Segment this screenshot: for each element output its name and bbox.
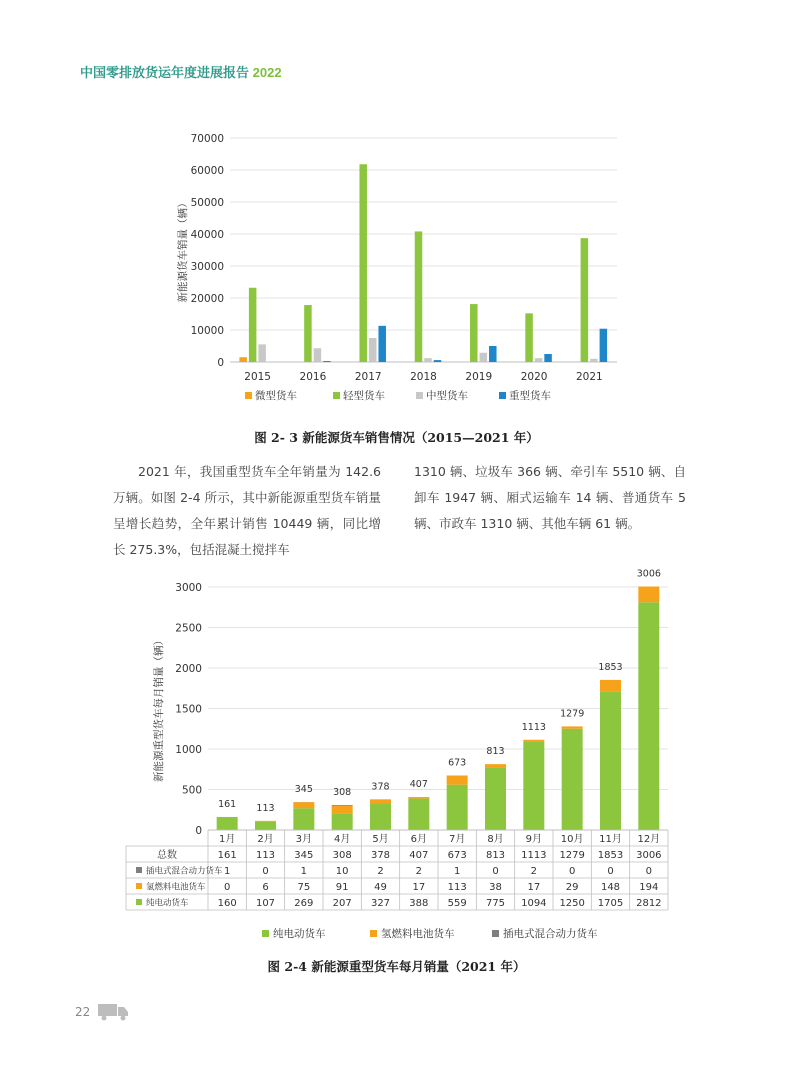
table-header-cell: 1月 — [218, 834, 236, 845]
y-tick-label: 2500 — [175, 622, 202, 635]
bar-segment — [408, 797, 429, 798]
bar-segment — [638, 587, 659, 603]
table-cell: 1113 — [521, 850, 547, 861]
table-cell: 194 — [639, 882, 659, 893]
table-cell: 1279 — [559, 850, 585, 861]
table-cell: 3006 — [636, 850, 662, 861]
table-header-cell: 6月 — [410, 834, 428, 845]
data-label: 813 — [486, 746, 505, 758]
table-cell: 2 — [530, 866, 538, 877]
y-tick-label: 60000 — [190, 165, 224, 177]
bar-segment — [562, 729, 583, 830]
figure-1-caption: 图 2- 3 新能源货车销售情况（2015—2021 年） — [254, 430, 539, 445]
data-label: 407 — [409, 779, 428, 791]
legend-label: 中型货车 — [426, 390, 468, 402]
x-tick-label: 2016 — [299, 371, 327, 383]
table-cell: 49 — [374, 882, 387, 893]
y-tick-label: 0 — [195, 825, 202, 837]
bar-segment — [293, 802, 314, 808]
table-cell: 0 — [492, 866, 499, 877]
x-tick-label: 2020 — [520, 371, 548, 383]
bar-segment — [485, 767, 506, 830]
table-header-cell: 2月 — [257, 834, 274, 845]
table-cell: 113 — [255, 850, 276, 861]
table-cell: 0 — [262, 866, 269, 877]
bar-segment — [638, 602, 659, 830]
y-tick-label: 10000 — [190, 325, 224, 337]
page-number: 22 — [75, 1005, 91, 1019]
y-tick-label: 2000 — [175, 663, 202, 675]
legend-label: 轻型货车 — [343, 390, 385, 402]
body-text-right: 1310 辆、垃圾车 366 辆、牵引车 5510 辆、自卸车 1947 辆、厢式运输车 14 辆、普通货车 5 辆、市政车 1310 辆、其他车辆 61 辆。 — [414, 464, 686, 531]
table-header-cell: 10月 — [560, 834, 584, 845]
bar-segment — [447, 785, 468, 830]
table-header-cell: 9月 — [525, 834, 543, 845]
y-tick-label: 1000 — [175, 744, 202, 756]
table-cell: 17 — [527, 882, 541, 893]
data-label: 1113 — [521, 721, 546, 733]
table-cell: 160 — [217, 898, 237, 909]
table-header-cell: 12月 — [637, 834, 661, 845]
table-cell: 673 — [447, 850, 467, 861]
table-cell: 6 — [262, 882, 269, 893]
table-cell: 113 — [447, 882, 467, 893]
bar-segment — [332, 813, 353, 830]
table-cell: 148 — [600, 882, 621, 893]
bar-segment — [370, 800, 391, 804]
table-cell: 345 — [294, 850, 314, 861]
legend-label: 插电式混合动力货车 — [503, 928, 598, 940]
table-cell: 327 — [370, 898, 391, 909]
table-legend-swatch — [136, 867, 142, 873]
x-tick-label: 2018 — [410, 371, 437, 383]
table-cell: 1705 — [597, 898, 624, 909]
table-cell: 2 — [415, 866, 423, 877]
data-label: 113 — [256, 802, 275, 814]
data-label: 161 — [218, 798, 237, 810]
table-cell: 378 — [370, 850, 391, 861]
table-row-label: 纯电动货车 — [146, 898, 189, 909]
y-axis-label: 新能源货车销量（辆） — [177, 197, 189, 303]
table-cell: 0 — [568, 866, 576, 877]
table-cell: 161 — [217, 850, 237, 861]
bar-segment — [523, 741, 544, 830]
legend-label: 微型货车 — [255, 390, 297, 402]
legend-label: 氢燃料电池货车 — [381, 928, 455, 940]
report-year: 2022 — [252, 65, 282, 80]
bar-segment — [408, 799, 429, 830]
data-label: 378 — [371, 781, 390, 793]
y-tick-label: 3000 — [175, 582, 202, 594]
table-cell: 407 — [409, 850, 429, 861]
table-cell: 775 — [485, 898, 506, 909]
table-cell: 91 — [335, 882, 349, 893]
table-cell: 10 — [335, 866, 349, 877]
table-cell: 1 — [300, 866, 308, 877]
table-cell: 207 — [332, 898, 352, 909]
bar-segment — [370, 804, 391, 830]
table-legend-swatch — [136, 883, 142, 889]
legend-label: 纯电动货车 — [273, 928, 326, 940]
x-tick-label: 2021 — [575, 371, 603, 383]
legend-swatch — [262, 930, 269, 937]
bar-segment — [485, 764, 506, 767]
table-row-label: 氢燃料电池货车 — [146, 882, 206, 893]
table-header-cell: 5月 — [372, 834, 389, 845]
y-tick-label: 40000 — [190, 229, 224, 241]
table-cell: 38 — [489, 882, 502, 893]
y-tick-label: 1500 — [175, 703, 202, 716]
bar-segment — [523, 740, 544, 741]
y-tick-label: 70000 — [190, 133, 224, 145]
data-label: 1279 — [560, 708, 585, 720]
table-cell: 2 — [377, 866, 384, 877]
table-cell: 813 — [485, 850, 506, 861]
table-cell: 559 — [447, 898, 467, 909]
table-cell: 269 — [294, 898, 314, 909]
bar-segment — [600, 692, 621, 830]
table-header-cell: 4月 — [333, 834, 351, 845]
table-cell: 1 — [223, 866, 231, 877]
table-header-cell: 3月 — [295, 834, 313, 845]
table-cell: 75 — [297, 882, 311, 893]
y-tick-label: 500 — [181, 784, 202, 797]
table-row-label: 插电式混合动力货车 — [146, 866, 223, 877]
table-cell: 1853 — [597, 850, 624, 861]
table-header-cell: 8月 — [487, 834, 504, 845]
y-tick-label: 50000 — [190, 197, 224, 209]
data-label: 308 — [333, 787, 352, 799]
bar-segment — [447, 776, 468, 785]
figure-2-caption: 图 2-4 新能源重型货车每月销量（2021 年） — [267, 959, 526, 974]
y-tick-label: 30000 — [190, 261, 224, 273]
body-text-left: 2021 年，我国重型货车全年销量为 142.6 万辆。如图 2-4 所示，其中新能源重型货车销量呈增长趋势，全年累计销售 10449 辆，同比增长 275.3%，包括混凝土搅拌车 — [113, 464, 381, 557]
x-tick-label: 2015 — [244, 371, 272, 383]
data-label: 345 — [294, 784, 313, 796]
table-cell: 17 — [412, 882, 426, 893]
legend-swatch — [492, 930, 499, 937]
bar-segment — [332, 806, 353, 813]
bar-segment — [332, 805, 353, 806]
y-tick-label: 0 — [217, 357, 224, 369]
data-label: 1853 — [598, 661, 623, 673]
table-cell: 2812 — [636, 898, 662, 909]
x-tick-label: 2017 — [354, 371, 382, 383]
table-cell: 0 — [645, 866, 653, 877]
bar-segment — [217, 817, 238, 830]
table-cell: 1 — [453, 866, 461, 877]
bar-segment — [293, 808, 314, 830]
table-cell: 388 — [409, 898, 429, 909]
bar-segment — [255, 821, 276, 830]
data-label: 3006 — [636, 568, 661, 580]
truck-icon — [98, 1003, 130, 1021]
table-cell: 308 — [332, 850, 352, 861]
table-cell: 1250 — [559, 898, 585, 909]
bar-segment — [600, 680, 621, 692]
table-header-cell: 11月 — [599, 834, 622, 845]
table-header-cell: 7月 — [448, 834, 466, 845]
table-cell: 107 — [255, 898, 276, 909]
report-title: 中国零排放货运年度进展报告 — [80, 65, 250, 80]
bar-segment — [562, 726, 583, 728]
table-cell: 0 — [607, 866, 614, 877]
x-tick-label: 2019 — [465, 371, 493, 383]
legend-swatch — [370, 930, 377, 937]
table-cell: 1094 — [521, 898, 547, 909]
table-cell: 29 — [565, 882, 579, 893]
y-axis-label: 新能源重型货车每月销量（辆） — [153, 635, 165, 782]
table-legend-swatch — [136, 899, 142, 905]
y-tick-label: 20000 — [190, 293, 224, 305]
legend-label: 重型货车 — [509, 390, 551, 402]
data-label: 673 — [448, 757, 467, 769]
table-row-label: 总数 — [157, 850, 177, 861]
table-cell: 0 — [223, 882, 231, 893]
